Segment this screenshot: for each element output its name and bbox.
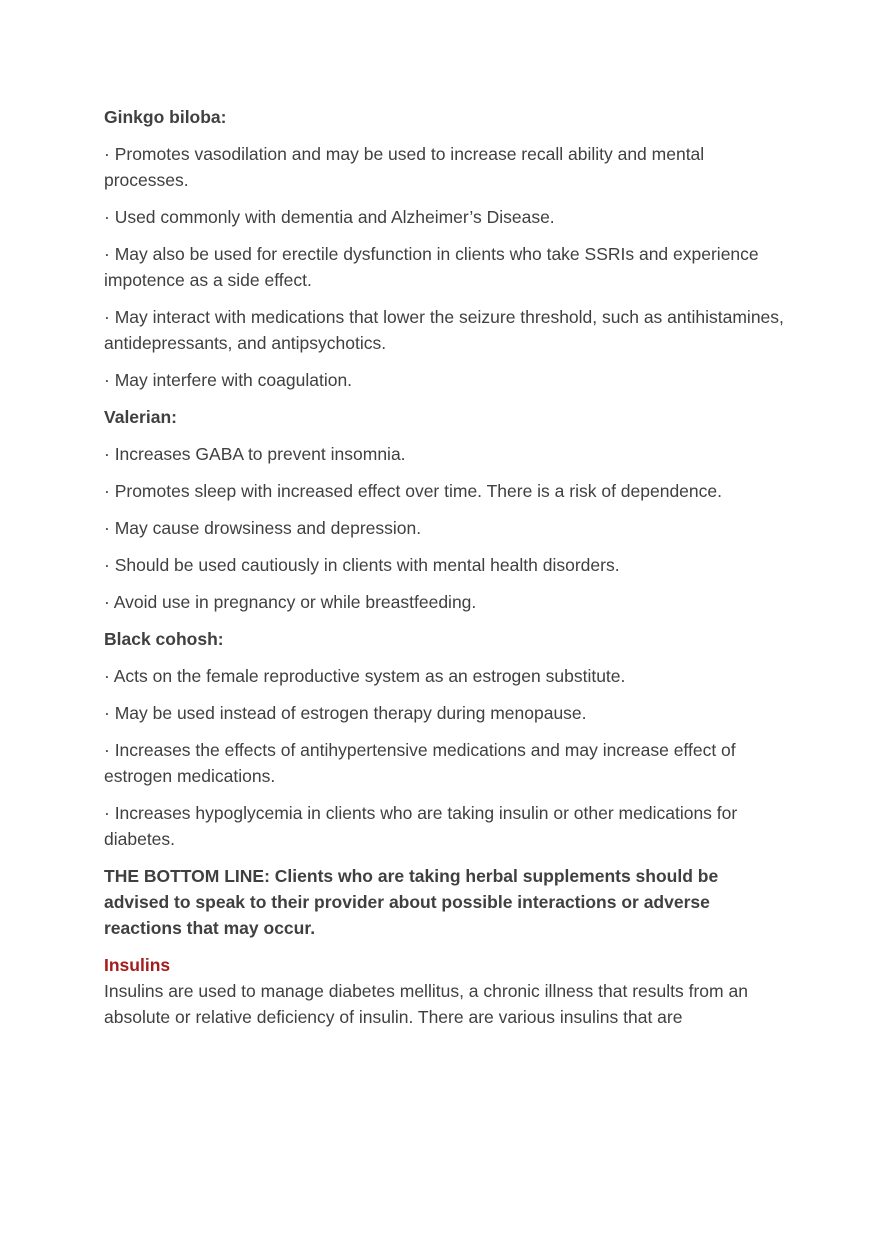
- section-ginkgo-biloba: [104, 104, 784, 393]
- section-black-cohosh: [104, 626, 784, 852]
- bullet-item: · May be used instead of estrogen therapy during menopause.: [104, 703, 587, 723]
- section-heading: Ginkgo biloba:: [104, 107, 227, 127]
- bullet-item: · Promotes sleep with increased effect over time. There is a risk of dependence.: [104, 481, 722, 501]
- bullet-item: · Avoid use in pregnancy or while breastfeeding.: [104, 592, 477, 612]
- bullet-item: · Increases the effects of antihypertensive medications and may increase effect of estrogen medications.: [104, 740, 736, 786]
- bullet-item: · Used commonly with dementia and Alzheimer’s Disease.: [104, 207, 555, 227]
- bottom-line-callout: THE BOTTOM LINE: Clients who are taking herbal supplements should be advised to speak to their provider about possible interactions or adverse reactions that may occur.: [104, 866, 719, 938]
- section-heading: Valerian:: [104, 407, 177, 427]
- bullet-item: · May also be used for erectile dysfunction in clients who take SSRIs and experience impotence as a side effect.: [104, 244, 759, 290]
- section-body-insulins: Insulins are used to manage diabetes mellitus, a chronic illness that results from an absolute or relative deficiency of insulin. There are various insulins that are: [104, 981, 748, 1027]
- bullet-item: · May interfere with coagulation.: [104, 370, 353, 390]
- section-valerian: [104, 404, 784, 615]
- bullet-item: · May interact with medications that lower the seizure threshold, such as antihistamines, antidepressants, and antipsychotics.: [104, 307, 784, 353]
- section-title-insulins: Insulins: [104, 955, 171, 975]
- bullet-item: · Acts on the female reproductive system as an estrogen substitute.: [104, 666, 626, 686]
- document-page: [104, 104, 784, 1030]
- section-insulins: [104, 952, 784, 1030]
- section-heading: Black cohosh:: [104, 629, 224, 649]
- bullet-item: · Promotes vasodilation and may be used to increase recall ability and mental processes.: [104, 144, 705, 190]
- bullet-item: · Increases hypoglycemia in clients who are taking insulin or other medications for diabetes.: [104, 803, 738, 849]
- bullet-item: · Increases GABA to prevent insomnia.: [104, 444, 406, 464]
- bullet-item: · May cause drowsiness and depression.: [104, 518, 422, 538]
- bullet-item: · Should be used cautiously in clients with mental health disorders.: [104, 555, 620, 575]
